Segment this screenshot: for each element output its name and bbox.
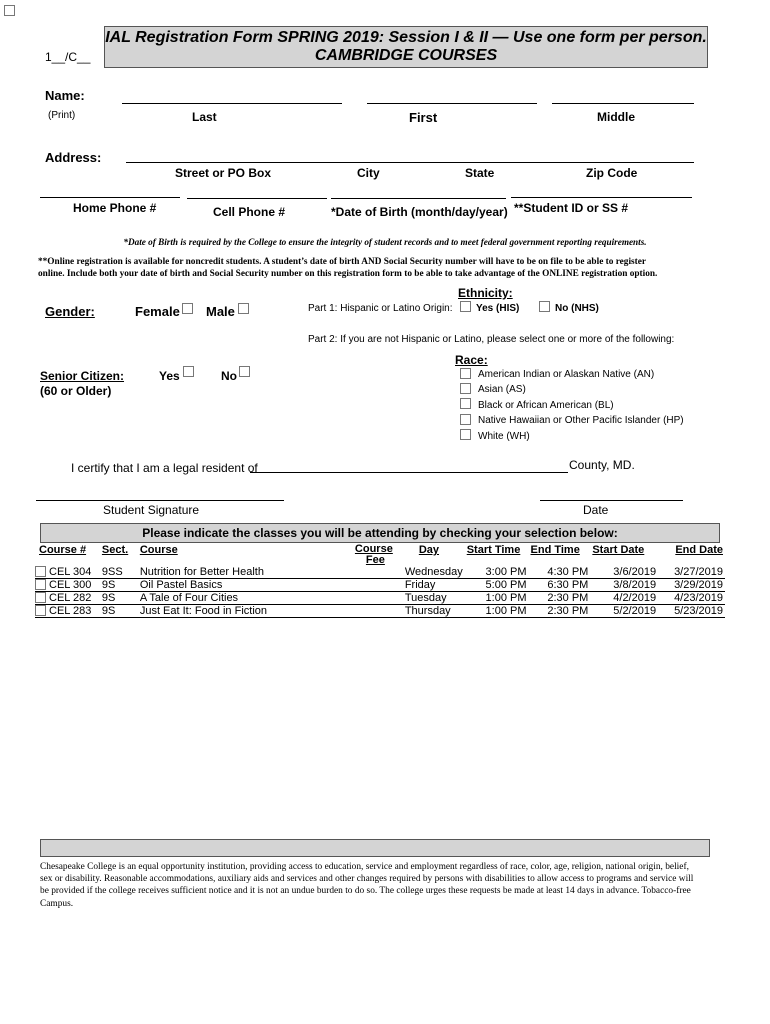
end-date-cell: 3/29/2019 [658,579,725,592]
header-fee-line1: Course [354,543,393,555]
signature-label: Student Signature [103,503,200,517]
senior-no-label: No [221,369,237,383]
home-phone-label: Home Phone # [73,201,157,215]
header-course-no: Course # [39,544,87,556]
end-time-cell: 2:30 PM [529,592,591,605]
street-label: Street or PO Box [175,166,272,180]
race-an-checkbox[interactable] [460,368,471,379]
course-no-cell [35,592,100,605]
senior-yes-label: Yes [159,369,180,383]
end-date-cell: 5/23/2019 [658,605,725,618]
course-no: CEL 304 [49,566,92,578]
class-checkbox[interactable] [35,579,46,590]
fee-cell [353,605,403,618]
header-start-date: Start Date [592,544,645,556]
last-name-line[interactable] [122,103,342,104]
end-time-cell: 6:30 PM [529,579,591,592]
county-text: County, MD. [569,458,635,472]
table-header-row [35,544,725,566]
student-id-line[interactable] [511,197,692,198]
race-as-label: Asian (AS) [478,384,526,395]
table-row[interactable] [35,566,725,579]
race-heading: Race: [455,353,488,367]
header-course: Course [139,544,178,556]
table-row[interactable] [35,579,725,592]
day-cell: Thursday [403,605,465,618]
state-label: State [465,166,495,180]
classes-table [35,544,725,618]
fee-cell [353,592,403,605]
end-time-cell: 2:30 PM [529,605,591,618]
form-code: 1__/C__ [45,50,91,64]
city-label: City [357,166,380,180]
male-checkbox[interactable] [238,303,249,314]
course-no-cell [35,579,100,592]
day-cell: Wednesday [404,566,463,578]
start-date-cell: 3/8/2019 [590,579,658,592]
start-date-cell: 5/2/2019 [590,605,658,618]
hispanic-yes-label: Yes (HIS) [476,303,520,314]
student-id-label: **Student ID or SS # [514,201,629,215]
senior-label: Senior Citizen: [40,369,125,383]
start-time-cell: 1:00 PM [465,592,529,605]
hispanic-yes-checkbox[interactable] [460,301,471,312]
ethnicity-heading: Ethnicity: [458,286,513,300]
male-label: Male [206,304,235,319]
course-cell: Just Eat It: Food in Fiction [138,605,353,618]
online-note-line2: online. Include both your date of birth and Social Security number on this registration form to be able to take advantage of the ONLINE registration option. [38,269,658,279]
race-as-checkbox[interactable] [460,383,471,394]
race-an-label: American Indian or Alaskan Native (AN) [478,369,655,380]
race-bl-label: Black or African American (BL) [478,400,614,411]
end-time-cell: 4:30 PM [529,566,591,579]
signature-line[interactable] [36,500,284,501]
senior-no-checkbox[interactable] [239,366,250,377]
online-note-line1: **Online registration is available for noncredit students. A student’s date of birth AND Social Security number will have to be on file to be able to register [38,257,646,267]
header-end-date: End Date [675,544,723,556]
dob-label: *Date of Birth (month/day/year) [331,205,508,219]
dob-line[interactable] [331,198,506,199]
date-label: Date [583,503,609,517]
hispanic-no-label: No (NHS) [555,303,599,314]
class-checkbox[interactable] [35,592,46,603]
end-date-cell: 3/27/2019 [658,566,725,579]
course-no: CEL 283 [49,605,92,617]
header-start-time: Start Time [466,544,521,556]
header-fee-line2: Fee [365,554,385,566]
race-hp-label: Native Hawaiian or Other Pacific Islander (HP) [478,415,684,426]
cell-phone-label: Cell Phone # [213,205,286,219]
print-hint: (Print) [48,110,76,121]
start-date-cell: 4/2/2019 [590,592,658,605]
course-cell: A Tale of Four Cities [138,592,353,605]
start-time-cell: 3:00 PM [465,566,529,579]
course-no: CEL 282 [49,592,92,604]
start-time-cell: 1:00 PM [465,605,529,618]
first-name-line[interactable] [367,103,537,104]
header-sect: Sect. [101,544,129,556]
header-day: Day [418,544,440,556]
class-checkbox[interactable] [35,566,46,577]
course-cell: Nutrition for Better Health [138,566,353,579]
name-label: Name: [45,88,85,103]
day-cell: Tuesday [403,592,465,605]
table-row[interactable] [35,605,725,618]
form-subtitle: CAMBRIDGE COURSES [314,47,498,64]
header-fee [353,544,403,566]
end-date-cell: 4/23/2019 [658,592,725,605]
ethnicity-part1: Part 1: Hispanic or Latino Origin: [308,303,453,314]
zip-label: Zip Code [586,166,638,180]
course-no-cell [35,605,100,618]
course-no: CEL 300 [49,579,92,591]
cell-phone-line[interactable] [187,198,327,199]
female-label: Female [135,304,180,319]
race-hp-checkbox[interactable] [460,414,471,425]
race-wh-checkbox[interactable] [460,429,471,440]
course-no-cell [35,566,100,579]
hispanic-no-checkbox[interactable] [539,301,550,312]
address-label: Address: [45,150,102,165]
female-checkbox[interactable] [182,303,193,314]
footer-disclaimer: Chesapeake College is an equal opportunity institution, providing access to education, service and employment regardless of race, color, age, religion, national origin, belief, sex or disability. Reasonable accommodations, auxiliary aids and services and other changes required by persons with disabilities to allow access to programs and service will be provided if the college receives sufficient notice and it is not an undue burden to do so. The college urges these requests be made at least 14 days in advance. Tobacco-free Campus. [40,862,694,909]
start-date-cell: 3/6/2019 [590,566,658,579]
certify-text: I certify that I am a legal resident of [71,461,258,475]
sect-cell: 9SS [100,566,138,579]
senior-sub: (60 or Older) [40,384,112,398]
race-wh-label: White (WH) [478,431,530,442]
classes-banner-text: Please indicate the classes you will be attending by checking your selection below: [142,526,618,540]
gender-label: Gender: [45,304,95,319]
start-time-cell: 5:00 PM [465,579,529,592]
middle-label: Middle [597,110,635,124]
first-label: First [409,110,438,125]
fee-cell [353,566,403,579]
footer-bar [40,839,710,857]
sect-cell: 9S [100,605,138,618]
course-cell: Oil Pastel Basics [138,579,353,592]
senior-yes-checkbox[interactable] [183,366,194,377]
sect-cell: 9S [100,592,138,605]
date-line[interactable] [540,500,683,501]
table-row[interactable] [35,592,725,605]
form-title: IAL Registration Form SPRING 2019: Session I & II — Use one form per person. [105,29,707,46]
classes-banner [40,523,720,543]
county-line[interactable] [250,472,568,473]
class-checkbox[interactable] [35,605,46,616]
header-end-time: End Time [530,544,580,556]
sect-cell: 9S [100,579,138,592]
race-bl-checkbox[interactable] [460,398,471,409]
fee-cell [353,579,403,592]
middle-name-line[interactable] [552,103,694,104]
home-phone-line[interactable] [40,197,180,198]
address-line[interactable] [126,162,694,163]
title-box [104,26,708,68]
ethnicity-part2: Part 2: If you are not Hispanic or Latino, please select one or more of the following: [308,334,675,345]
day-cell: Friday [403,579,465,592]
dob-note: *Date of Birth is required by the College to ensure the integrity of student records and to meet federal government reporting requirements. [123,237,647,247]
last-label: Last [192,110,217,124]
corner-checkbox[interactable] [4,5,15,16]
